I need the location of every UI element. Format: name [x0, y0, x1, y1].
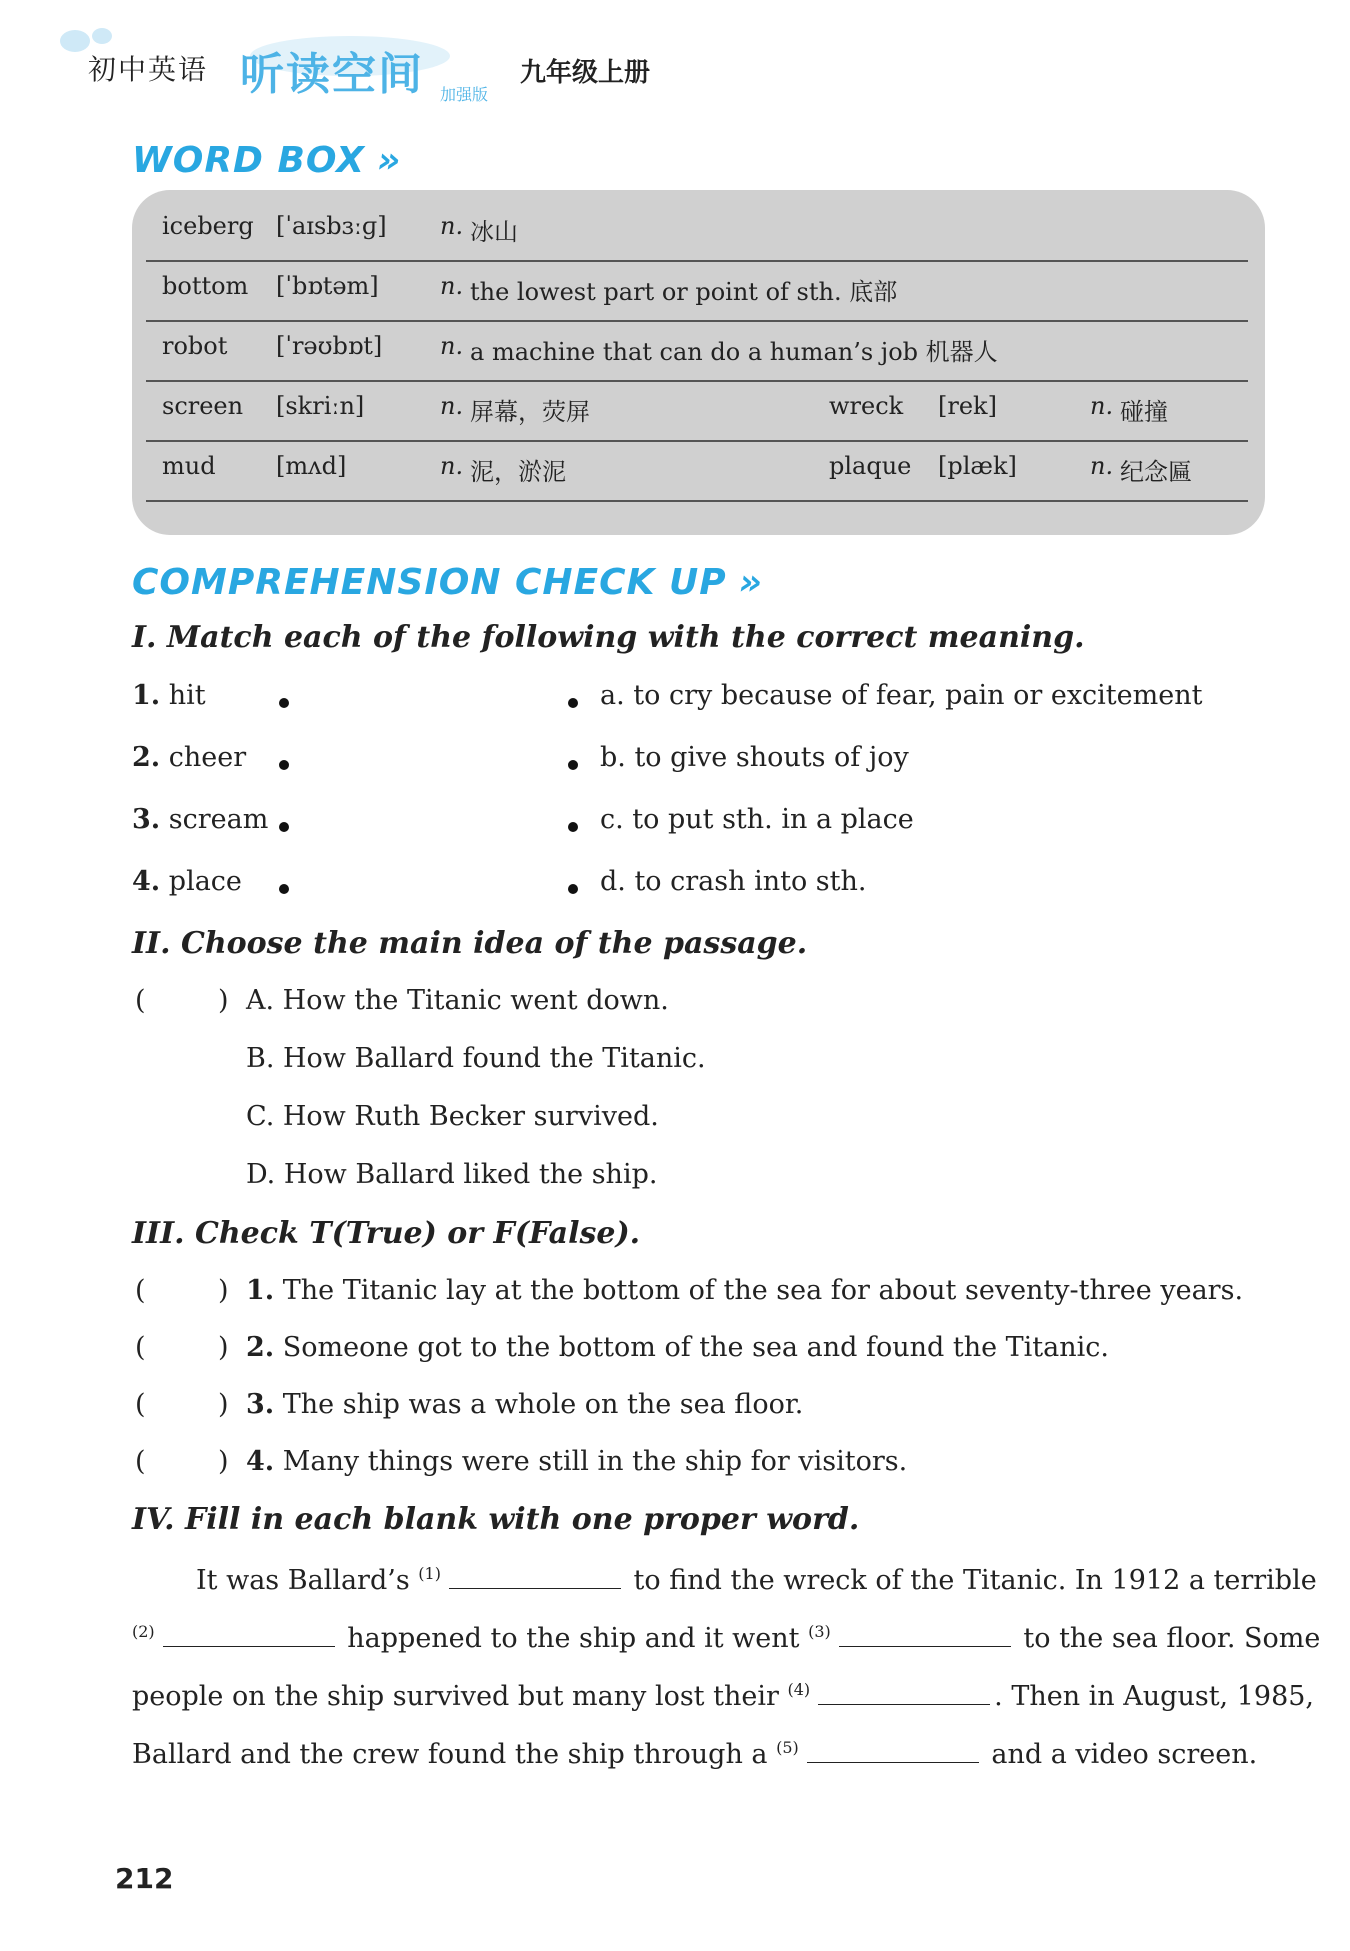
cloze-line: It was Ballard’s $^{(1)}$ to find the wreck of the Titanic. In 1912 a terrible [196, 1564, 1317, 1596]
part4-heading: IV. Fill in each blank with one proper word. [132, 1502, 860, 1537]
cloze-line: Ballard and the crew found the ship through a $^{(5)}$ and a video screen. [132, 1738, 1258, 1770]
word: robot [162, 332, 228, 360]
blank-2[interactable] [163, 1620, 335, 1647]
word-row [146, 200, 1248, 262]
word-row [146, 440, 1248, 502]
answer-paren-right[interactable]: ) [218, 1446, 229, 1477]
series-prefix: 初中英语 [88, 53, 209, 86]
part-of-speech: n. [1090, 392, 1114, 420]
edition-label: 加强版 [440, 85, 489, 104]
brand-logo-text: 听读空间 [240, 49, 424, 100]
part-of-speech: n. [440, 452, 464, 480]
grade-label: 九年级上册 [520, 58, 651, 88]
part-of-speech: n. [1090, 452, 1114, 480]
decor-bubble [92, 28, 112, 44]
blank-5[interactable] [807, 1736, 979, 1763]
word-box [132, 190, 1265, 535]
phonetic: [ˈrəʊbɒt] [276, 332, 383, 360]
phonetic: [ˈbɒtəm] [276, 272, 379, 300]
part1-heading: I. Match each of the following with the correct meaning. [132, 620, 1085, 655]
word-box-title: WORD BOX » [132, 140, 402, 181]
meaning: a machine that can do a human’s job 机器人 [470, 338, 998, 366]
answer-paren-right[interactable]: ) [218, 1275, 229, 1306]
word: mud [162, 452, 216, 480]
match-dot-right[interactable] [568, 884, 578, 894]
tf-item: 3. The ship was a whole on the sea floor. [246, 1389, 804, 1420]
match-meaning: c. to put sth. in a place [600, 804, 914, 835]
chevron-icon: » [376, 140, 402, 181]
match-dot-left[interactable] [279, 698, 289, 708]
part3-heading: III. Check T(True) or F(False). [132, 1216, 641, 1251]
meaning: 屏幕，荧屏 [470, 398, 590, 426]
phonetic: [skriːn] [276, 392, 365, 420]
meaning: 泥，淤泥 [470, 458, 566, 486]
match-meaning: b. to give shouts of joy [600, 742, 909, 773]
choice-option: B. How Ballard found the Titanic. [246, 1043, 706, 1074]
blank-4[interactable] [818, 1678, 990, 1705]
part-of-speech: n. [440, 332, 464, 360]
match-dot-right[interactable] [568, 760, 578, 770]
word-row [146, 260, 1248, 322]
cloze-line: people on the ship survived but many lost their $^{(4)}$ . Then in August, 1985, [132, 1680, 1315, 1712]
answer-paren-right[interactable]: ) [218, 1389, 229, 1420]
phonetic: [rek] [938, 392, 997, 420]
comprehension-title: COMPREHENSION CHECK UP » [132, 562, 763, 603]
phonetic: [ˈaɪsbɜːɡ] [276, 212, 387, 240]
match-dot-right[interactable] [568, 698, 578, 708]
answer-paren-left[interactable]: ( [135, 1275, 146, 1306]
cloze-line: $^{(2)}$ happened to the ship and it went $^{(3)}$ to the sea floor. Some [132, 1622, 1321, 1654]
meaning: 纪念匾 [1120, 458, 1192, 486]
match-dot-right[interactable] [568, 822, 578, 832]
meaning: 碰撞 [1120, 398, 1168, 426]
choice-option: A. How the Titanic went down. [246, 985, 669, 1016]
word: bottom [162, 272, 249, 300]
match-item: 4. place [132, 866, 242, 897]
match-dot-left[interactable] [279, 822, 289, 832]
answer-paren-left[interactable]: ( [135, 985, 146, 1016]
answer-paren-right[interactable]: ) [218, 1332, 229, 1363]
match-item: 2. cheer [132, 742, 247, 773]
answer-paren-left[interactable]: ( [135, 1332, 146, 1363]
word: plaque [829, 452, 912, 480]
word: wreck [829, 392, 904, 420]
tf-item: 1. The Titanic lay at the bottom of the sea for about seventy-three years. [246, 1275, 1244, 1306]
part-of-speech: n. [440, 392, 464, 420]
answer-paren-left[interactable]: ( [135, 1446, 146, 1477]
meaning: the lowest part or point of sth. 底部 [470, 278, 898, 306]
word: iceberg [162, 212, 254, 240]
page-number: 212 [115, 1862, 174, 1895]
match-item: 1. hit [132, 680, 206, 711]
answer-paren-right[interactable]: ) [218, 985, 229, 1016]
phonetic: [plæk] [938, 452, 1017, 480]
match-dot-left[interactable] [279, 760, 289, 770]
word: screen [162, 392, 244, 420]
tf-item: 4. Many things were still in the ship for visitors. [246, 1446, 908, 1477]
match-meaning: a. to cry because of fear, pain or excitement [600, 680, 1203, 711]
match-meaning: d. to crash into sth. [600, 866, 867, 897]
blank-1[interactable] [449, 1562, 621, 1589]
tf-item: 2. Someone got to the bottom of the sea and found the Titanic. [246, 1332, 1109, 1363]
phonetic: [mʌd] [276, 452, 347, 480]
choice-option: C. How Ruth Becker survived. [246, 1101, 659, 1132]
part-of-speech: n. [440, 272, 464, 300]
part2-heading: II. Choose the main idea of the passage. [132, 926, 808, 961]
choice-option: D. How Ballard liked the ship. [246, 1159, 658, 1190]
match-item: 3. scream [132, 804, 269, 835]
answer-paren-left[interactable]: ( [135, 1389, 146, 1420]
meaning: 冰山 [470, 218, 518, 246]
decor-bubble [60, 30, 90, 52]
chevron-icon: » [738, 562, 763, 603]
word-row [146, 380, 1248, 442]
match-dot-left[interactable] [279, 884, 289, 894]
word-row [146, 320, 1248, 382]
blank-3[interactable] [839, 1620, 1011, 1647]
part-of-speech: n. [440, 212, 464, 240]
